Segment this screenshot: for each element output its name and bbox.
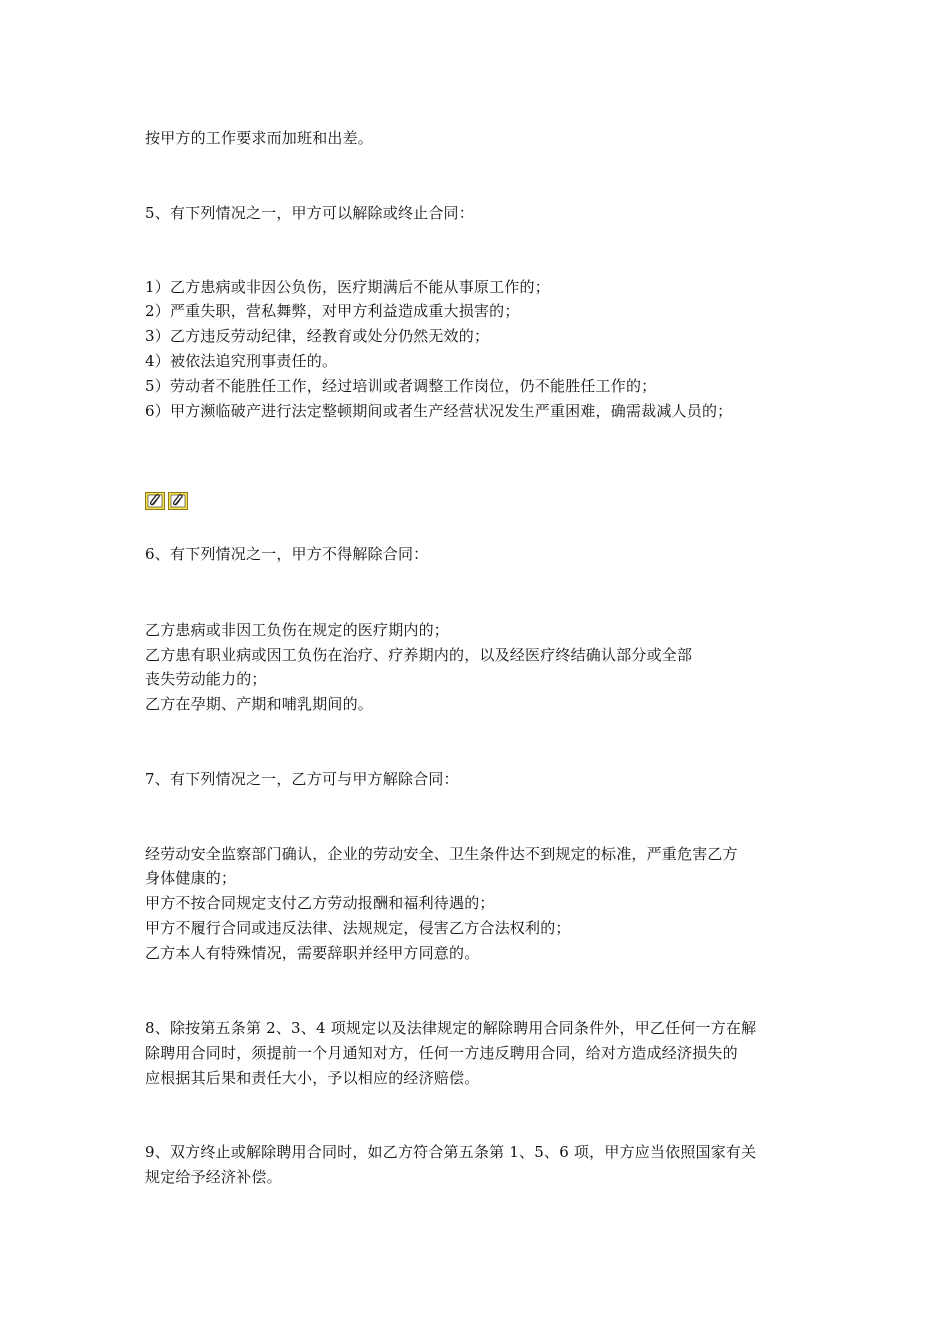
clause-5-item-4: 4）被依法追究刑事责任的。	[145, 352, 338, 370]
clause-6-line-1: 乙方患病或非因工负伤在规定的医疗期内的；	[145, 621, 450, 639]
clause-5-item-1: 1）乙方患病或非因公负伤，医疗期满后不能从事原工作的；	[145, 278, 550, 296]
clause-6-line-3: 丧失劳动能力的；	[145, 670, 267, 688]
clause-7-heading: 7、有下列情况之一，乙方可与甲方解除合同：	[145, 770, 459, 788]
clause-8-line-2: 除聘用合同时，须提前一个月通知对方，任何一方违反聘用合同，给对方造成经济损失的	[145, 1044, 738, 1062]
clause-7-line-5: 乙方本人有特殊情况，需要辞职并经甲方同意的。	[145, 944, 480, 962]
clause-9-line-2: 规定给予经济补偿。	[145, 1168, 282, 1186]
clause-6-heading: 6、有下列情况之一，甲方不得解除合同：	[145, 545, 429, 563]
clause-7-line-2: 身体健康的；	[145, 869, 237, 887]
clause-5-item-2: 2）严重失职，营私舞弊，对甲方利益造成重大损害的；	[145, 302, 520, 320]
clause-5-item-6: 6）甲方濒临破产进行法定整顿期间或者生产经营状况发生严重困难，确需裁减人员的；	[145, 402, 733, 420]
clause-8-line-3: 应根据其后果和责任大小，予以相应的经济赔偿。	[145, 1069, 480, 1087]
clause-5-item-5: 5）劳动者不能胜任工作，经过培训或者调整工作岗位，仍不能胜任工作的；	[145, 377, 657, 395]
clause-9-line-1: 9、双方终止或解除聘用合同时，如乙方符合第五条第 1、5、6 项，甲方应当依照国家有关	[145, 1143, 757, 1161]
clause-7-line-3: 甲方不按合同规定支付乙方劳动报酬和福利待遇的；	[145, 894, 495, 912]
clause-7-line-4: 甲方不履行合同或违反法律、法规规定，侵害乙方合法权利的；	[145, 919, 571, 937]
clause-7-line-1: 经劳动安全监察部门确认，企业的劳动安全、卫生条件达不到规定的标准，严重危害乙方	[145, 845, 738, 863]
clause-6-line-2: 乙方患有职业病或因工负伤在治疗、疗养期内的，以及经医疗终结确认部分或全部	[145, 646, 693, 664]
paperclip-icon[interactable]	[168, 492, 188, 510]
clause-8-line-1: 8、除按第五条第 2、3、4 项规定以及法律规定的解除聘用合同条件外，甲乙任何一方在解	[145, 1019, 757, 1037]
intro-continuation: 按甲方的工作要求而加班和出差。	[145, 129, 374, 147]
clause-5-heading: 5、有下列情况之一，甲方可以解除或终止合同：	[145, 204, 474, 222]
clause-5-item-3: 3）乙方违反劳动纪律，经教育或处分仍然无效的；	[145, 327, 490, 345]
clause-6-line-4: 乙方在孕期、产期和哺乳期间的。	[145, 695, 374, 713]
paperclip-icon[interactable]	[145, 492, 165, 510]
